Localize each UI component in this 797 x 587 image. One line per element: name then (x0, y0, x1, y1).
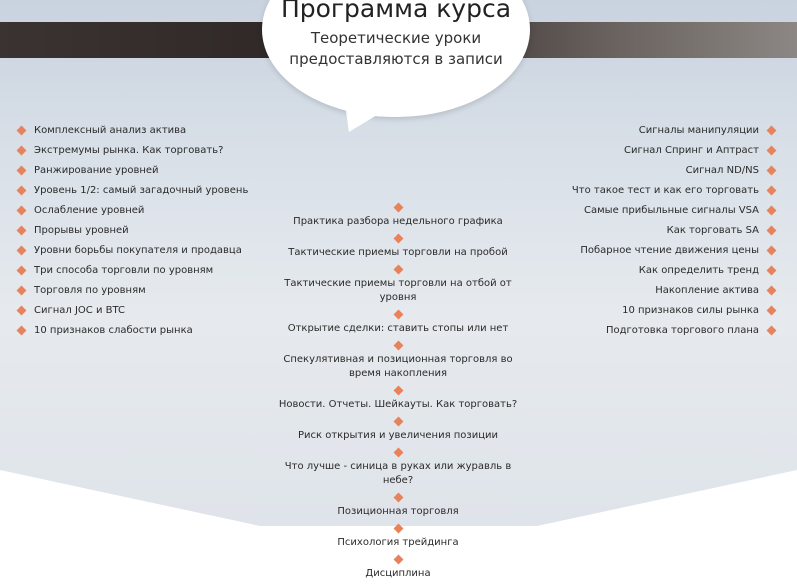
list-item (515, 144, 775, 164)
diamond-bullet-icon (17, 166, 27, 176)
bottom-left-corner-cut (0, 470, 260, 526)
diamond-bullet-icon (17, 146, 27, 156)
list-item (515, 304, 775, 324)
diamond-bullet-icon (767, 166, 777, 176)
topic-label: Что лучше - синица в руках или журавль в небе? (284, 461, 512, 486)
topic-label: Ранжирование уровней (34, 165, 159, 176)
diamond-bullet-icon (393, 555, 403, 565)
topic-label: Что такое тест и как его торговать (571, 185, 759, 196)
topic-label: Тактические приемы торговли на пробой (288, 247, 508, 258)
list-item (270, 494, 526, 525)
topic-label: Ослабление уровней (34, 205, 145, 216)
list-item (18, 304, 268, 324)
diamond-bullet-icon (767, 266, 777, 276)
list-item (270, 311, 526, 342)
diamond-bullet-icon (393, 524, 403, 534)
list-item (18, 284, 268, 304)
topic-label: Дисциплина (365, 568, 431, 579)
list-item (515, 224, 775, 244)
topic-label: Прорывы уровней (34, 225, 129, 236)
list-item (270, 525, 526, 556)
topic-label: Риск открытия и увеличения позиции (297, 430, 499, 441)
topic-label: Как определить тренд (638, 265, 759, 276)
diamond-bullet-icon (17, 206, 27, 216)
diamond-bullet-icon (393, 203, 403, 213)
list-item (515, 124, 775, 144)
topic-label: Как торговать SA (666, 225, 759, 236)
list-item (18, 324, 268, 344)
diamond-bullet-icon (393, 341, 403, 351)
diamond-bullet-icon (393, 234, 403, 244)
list-item (270, 449, 526, 494)
topic-label: Накопление актива (655, 285, 759, 296)
topic-label: Позиционная торговля (337, 506, 459, 517)
diamond-bullet-icon (17, 186, 27, 196)
list-item (270, 204, 526, 235)
list-item (515, 244, 775, 264)
list-item (18, 244, 268, 264)
list-item (515, 204, 775, 224)
list-item (270, 556, 526, 587)
diamond-bullet-icon (17, 246, 27, 256)
right-topic-list (515, 124, 775, 344)
diamond-bullet-icon (767, 306, 777, 316)
list-item (515, 184, 775, 204)
list-item (270, 387, 526, 418)
diamond-bullet-icon (393, 386, 403, 396)
diamond-bullet-icon (767, 126, 777, 136)
left-topic-list (18, 124, 268, 344)
topic-label: Три способа торговли по уровням (34, 265, 214, 276)
list-item (18, 264, 268, 284)
topic-label: Сигнал JOC и BTC (34, 305, 125, 316)
page-subtitle: Теоретические уроки предоставляются в записи (289, 29, 503, 68)
diamond-bullet-icon (767, 326, 777, 336)
list-item (270, 418, 526, 449)
page-title: Программа курса (280, 0, 512, 23)
list-item (515, 324, 775, 344)
topic-label: Комплексный анализ актива (34, 125, 187, 136)
bottom-right-corner-cut (537, 470, 797, 526)
topic-label: 10 признаков силы рынка (622, 305, 759, 316)
topic-label: Открытие сделки: ставить стопы или нет (287, 323, 509, 334)
diamond-bullet-icon (393, 265, 403, 275)
diamond-bullet-icon (393, 417, 403, 427)
list-item (515, 164, 775, 184)
diamond-bullet-icon (767, 286, 777, 296)
diamond-bullet-icon (17, 286, 27, 296)
diamond-bullet-icon (17, 126, 27, 136)
list-item (270, 235, 526, 266)
diamond-bullet-icon (767, 146, 777, 156)
diamond-bullet-icon (17, 326, 27, 336)
diamond-bullet-icon (767, 246, 777, 256)
topic-label: Тактические приемы торговли на отбой от уровня (284, 278, 512, 303)
diamond-bullet-icon (767, 206, 777, 216)
list-item (18, 144, 268, 164)
list-item (270, 266, 526, 311)
list-item (18, 124, 268, 144)
list-item (18, 164, 268, 184)
diamond-bullet-icon (17, 306, 27, 316)
diamond-bullet-icon (767, 186, 777, 196)
list-item (515, 264, 775, 284)
topic-label: Торговля по уровням (34, 285, 146, 296)
speech-bubble-tail (335, 104, 395, 132)
topic-label: Сигнал ND/NS (685, 165, 759, 176)
diamond-bullet-icon (393, 310, 403, 320)
topic-label: Сигналы манипуляции (638, 125, 759, 136)
diamond-bullet-icon (767, 226, 777, 236)
topic-label: Практика разбора недельного графика (293, 216, 503, 227)
list-item (18, 184, 268, 204)
list-item (18, 204, 268, 224)
topic-label: Уровни борьбы покупателя и продавца (34, 245, 242, 256)
topic-label: Самые прибыльные сигналы VSA (584, 205, 759, 216)
topic-label: Уровень 1/2: самый загадочный уровень (34, 185, 249, 196)
center-topic-list (270, 204, 526, 587)
topic-label: Новости. Отчеты. Шейкауты. Как торговать? (278, 399, 518, 410)
topic-label: Психология трейдинга (337, 537, 459, 548)
list-item (270, 342, 526, 387)
topic-label: Сигнал Спринг и Аптраст (624, 145, 759, 156)
diamond-bullet-icon (393, 493, 403, 503)
topic-label: Экстремумы рынка. Как торговать? (34, 145, 224, 156)
diamond-bullet-icon (17, 266, 27, 276)
topic-label: Побарное чтение движения цены (580, 245, 759, 256)
list-item (515, 284, 775, 304)
topic-label: Подготовка торгового плана (605, 325, 759, 336)
topic-label: Спекулятивная и позиционная торговля во время накопления (283, 354, 513, 379)
list-item (18, 224, 268, 244)
diamond-bullet-icon (17, 226, 27, 236)
topic-label: 10 признаков слабости рынка (34, 325, 193, 336)
diamond-bullet-icon (393, 448, 403, 458)
